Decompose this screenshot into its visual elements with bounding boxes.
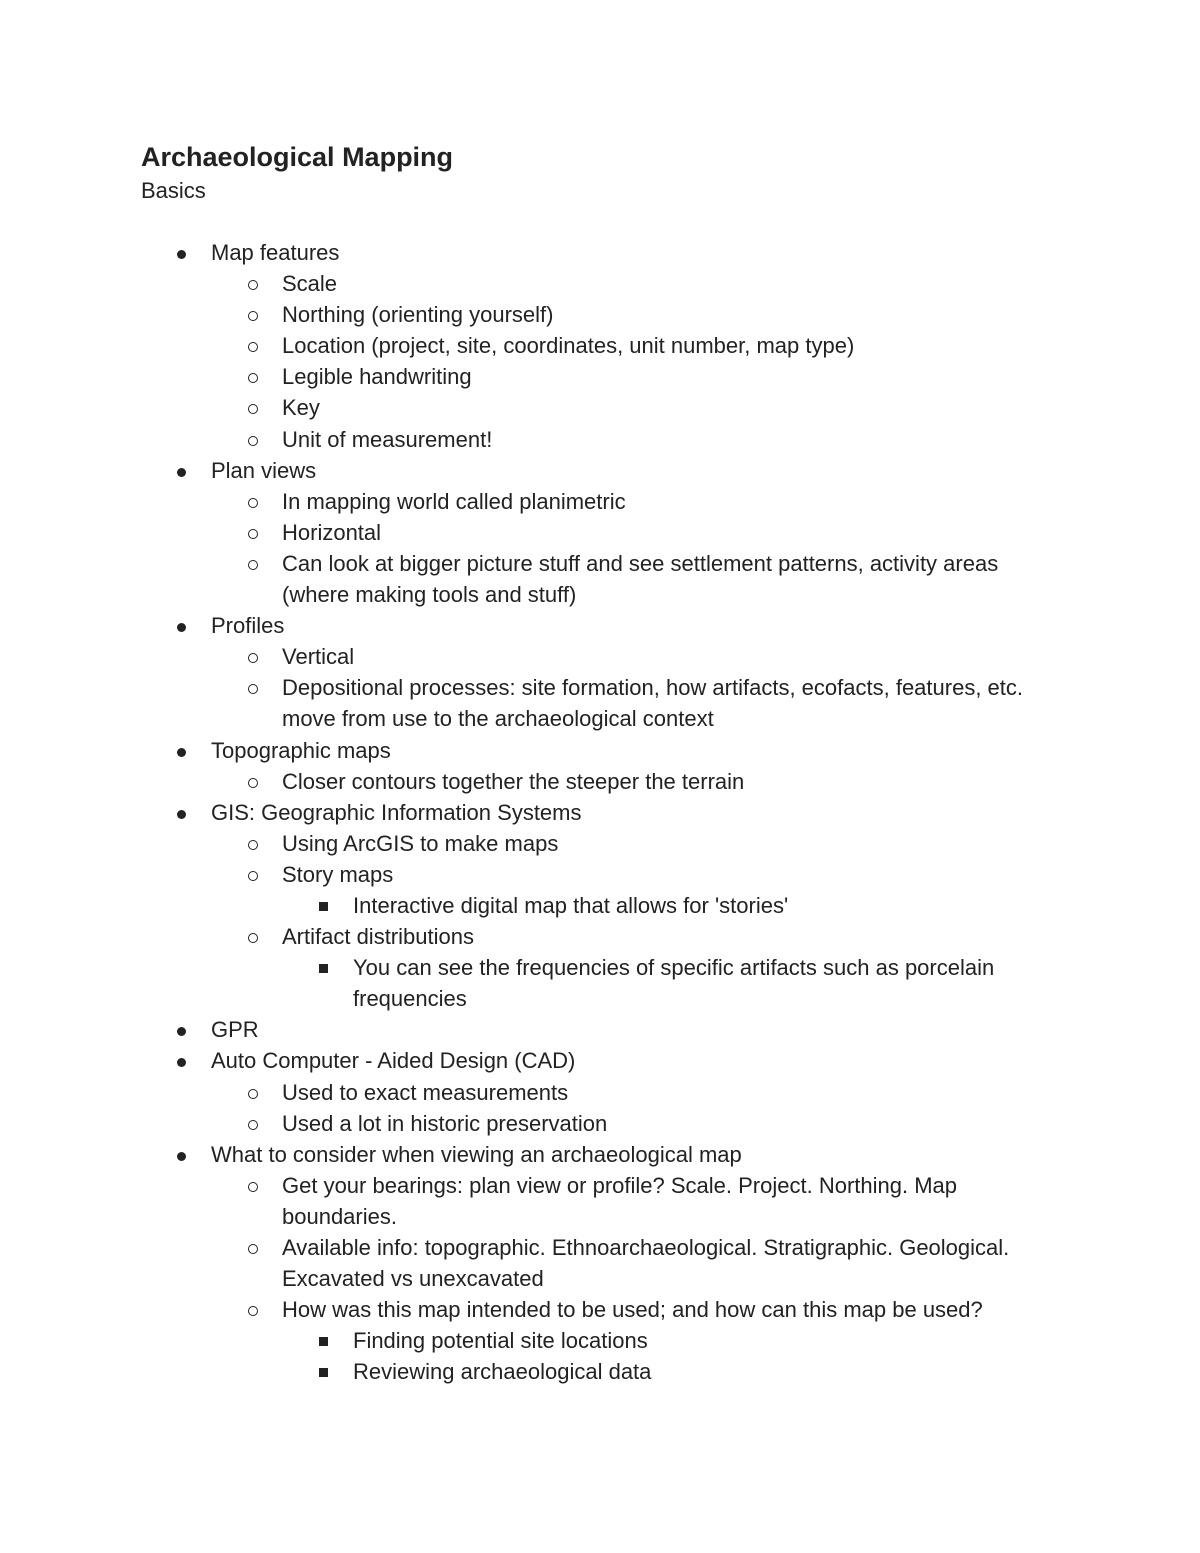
level2-sublist-container: [0, 952, 1200, 1014]
level2-list: [0, 828, 1200, 1015]
list-item-text: GPR: [211, 1017, 259, 1043]
list-item-text: Map features: [211, 240, 340, 265]
circle-bullet-icon: [248, 1120, 258, 1130]
level3-list-item: [0, 1356, 1200, 1387]
level2-list: [0, 268, 1200, 455]
level1-list-item: [0, 237, 1200, 268]
outline-list: [0, 237, 1200, 1387]
page-title: Archaeological Mapping: [141, 142, 454, 172]
level2-list-item: [0, 859, 1200, 890]
disc-bullet-icon: [177, 468, 186, 477]
level2-list-item: [0, 672, 1200, 734]
circle-bullet-icon: [248, 840, 258, 850]
circle-bullet-icon: [248, 1089, 258, 1099]
level2-list-item: [0, 1294, 1200, 1325]
list-item-text: GIS: Geographic Information Systems: [211, 799, 582, 825]
level1-list-item: [0, 455, 1200, 486]
level2-list-item: [0, 1108, 1200, 1139]
level3-list: [0, 952, 1200, 1014]
square-bullet-icon: [319, 964, 328, 973]
circle-bullet-icon: [248, 684, 258, 694]
level3-list-item: [0, 1325, 1200, 1356]
level2-list: [0, 766, 1200, 797]
level2-list-item: [0, 330, 1200, 361]
list-item-text: Profiles: [211, 613, 285, 639]
circle-bullet-icon: [248, 404, 258, 414]
level1-sublist-container: [0, 1170, 1200, 1388]
list-item-text: Reviewing archaeological data: [353, 1359, 652, 1385]
level2-list-item: [0, 392, 1200, 423]
circle-bullet-icon: [248, 1244, 258, 1254]
level2-list-item: [0, 486, 1200, 517]
level2-list-item: [0, 1170, 1200, 1232]
circle-bullet-icon: [248, 933, 258, 943]
level2-list-item: [0, 921, 1200, 952]
list-item-text: Interactive digital map that allows for 'stories': [353, 892, 789, 918]
level2-sublist-container: [0, 890, 1200, 921]
level2-list-item: [0, 828, 1200, 859]
list-item-text: Unit of measurement!: [282, 426, 493, 452]
disc-bullet-icon: [177, 1152, 186, 1161]
level1-sublist-container: [0, 828, 1200, 1015]
level1-list-item: [0, 1045, 1200, 1076]
list-item-text: Plan views: [211, 457, 317, 483]
list-item-text: Used a lot in historic preservation: [282, 1110, 608, 1136]
level2-list-item: [0, 299, 1200, 330]
list-item-text: Scale: [282, 271, 338, 297]
list-item-text: In mapping world called planimetric: [282, 488, 626, 514]
square-bullet-icon: [319, 902, 328, 911]
list-item-text: Story maps: [282, 861, 394, 887]
disc-bullet-icon: [177, 623, 186, 632]
list-item-text: Used to exact measurements: [282, 1079, 569, 1105]
list-item-text: Legible handwriting: [282, 364, 472, 390]
level1-list-item: [0, 610, 1200, 641]
circle-bullet-icon: [248, 280, 258, 290]
level2-list-item: [0, 766, 1200, 797]
circle-bullet-icon: [248, 1182, 258, 1192]
level3-list-item: [0, 952, 1200, 1014]
level2-list-item: [0, 1077, 1200, 1108]
circle-bullet-icon: [248, 871, 258, 881]
level3-list-item: [0, 890, 1200, 921]
square-bullet-icon: [319, 1337, 328, 1346]
list-item-text: Using ArcGIS to make maps: [282, 830, 559, 856]
list-item-text: You can see the frequencies of specific artifacts such as porcelain frequencies: [353, 955, 995, 1012]
list-item-text: Available info: topographic. Ethnoarchaeological. Stratigraphic. Geological. Excavated vs unexcavated: [282, 1235, 1010, 1292]
level2-list: [0, 641, 1200, 734]
circle-bullet-icon: [248, 436, 258, 446]
circle-bullet-icon: [248, 778, 258, 788]
level1-sublist-container: [0, 1077, 1200, 1139]
list-item-text: Can look at bigger picture stuff and see settlement patterns, activity areas (where making tools and stuff): [282, 550, 999, 608]
list-item-text: Get your bearings: plan view or profile? Scale. Project. Northing. Map boundaries.: [282, 1172, 957, 1229]
level2-list-item: [0, 548, 1200, 610]
level2-list-item: [0, 424, 1200, 455]
list-item-text: Location (project, site, coordinates, unit number, map type): [282, 333, 855, 359]
list-item-text: What to consider when viewing an archaeological map: [211, 1141, 742, 1167]
circle-bullet-icon: [248, 529, 258, 539]
circle-bullet-icon: [248, 342, 258, 352]
level3-list: [0, 1325, 1200, 1387]
circle-bullet-icon: [248, 311, 258, 321]
list-item-text: Closer contours together the steeper the terrain: [282, 768, 745, 794]
disc-bullet-icon: [177, 1058, 186, 1067]
level2-list-item: [0, 641, 1200, 672]
circle-bullet-icon: [248, 653, 258, 663]
list-item-text: Auto Computer - Aided Design (CAD): [211, 1048, 576, 1074]
level1-list-item: [0, 1139, 1200, 1170]
level1-sublist-container: [0, 766, 1200, 797]
level2-sublist-container: [0, 1325, 1200, 1387]
circle-bullet-icon: [248, 498, 258, 508]
level1-sublist-container: [0, 486, 1200, 610]
circle-bullet-icon: [248, 560, 258, 570]
level2-list-item: [0, 361, 1200, 392]
level2-list: [0, 486, 1200, 610]
disc-bullet-icon: [177, 748, 186, 757]
list-item-text: Topographic maps: [211, 737, 391, 763]
page-subtitle: Basics: [141, 178, 206, 203]
list-item-text: Depositional processes: site formation, how artifacts, ecofacts, features, etc. move from use to the archaeological context: [282, 675, 1024, 732]
level2-list-item: [0, 1232, 1200, 1294]
level1-list-item: [0, 735, 1200, 766]
level1-sublist-container: [0, 268, 1200, 455]
square-bullet-icon: [319, 1368, 328, 1377]
list-item-text: How was this map intended to be used; and how can this map be used?: [282, 1297, 983, 1323]
level2-list-item: [0, 268, 1200, 299]
circle-bullet-icon: [248, 1306, 258, 1316]
level1-list-item: [0, 1014, 1200, 1045]
level1-list: [0, 237, 1200, 1387]
list-item-text: Northing (orienting yourself): [282, 302, 554, 328]
level2-list: [0, 1170, 1200, 1388]
list-item-text: Artifact distributions: [282, 924, 474, 950]
disc-bullet-icon: [177, 1027, 186, 1036]
list-item-text: Horizontal: [282, 519, 382, 545]
list-item-text: Vertical: [282, 644, 355, 670]
level1-sublist-container: [0, 641, 1200, 734]
level1-list-item: [0, 797, 1200, 828]
circle-bullet-icon: [248, 373, 258, 383]
level2-list-item: [0, 517, 1200, 548]
list-item-text: Key: [282, 395, 320, 421]
level3-list: [0, 890, 1200, 921]
disc-bullet-icon: [177, 250, 186, 259]
list-item-text: Finding potential site locations: [353, 1328, 648, 1354]
level2-list: [0, 1077, 1200, 1139]
disc-bullet-icon: [177, 810, 186, 819]
